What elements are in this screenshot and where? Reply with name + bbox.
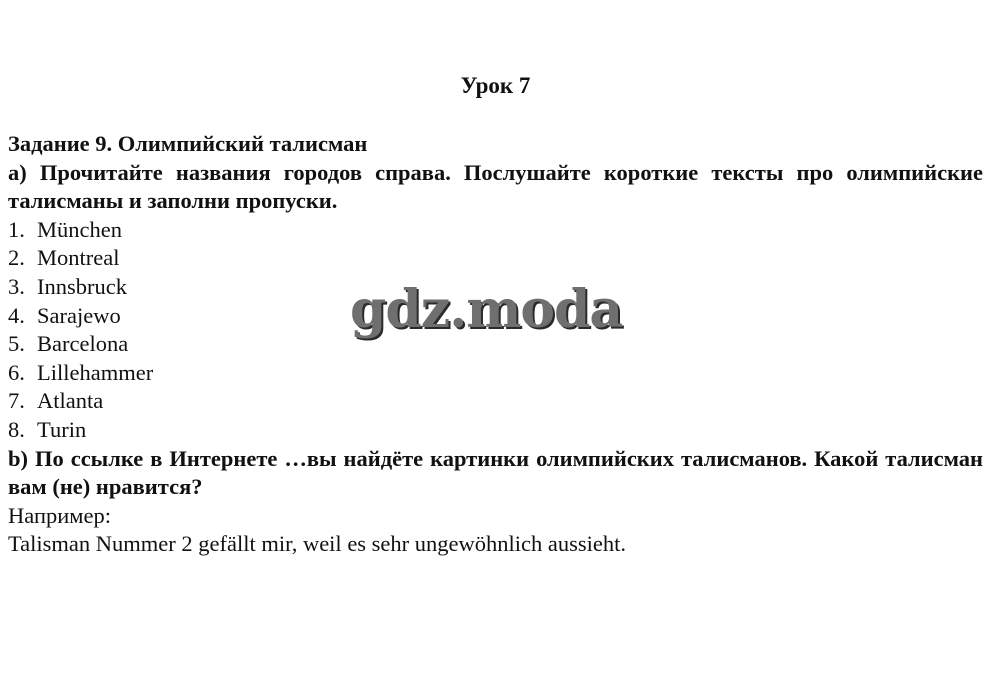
city-name: Innsbruck bbox=[37, 273, 127, 299]
city-name: Sarajewo bbox=[37, 302, 121, 328]
task-part-b: b) По ссылке в Интернете …вы найдёте картинки олимпийских талисманов. Какой талисман вам (не) нравится? bbox=[8, 445, 983, 500]
city-list-item bbox=[8, 387, 983, 416]
example-text: Talisman Nummer 2 gefällt mir, weil es sehr ungewöhnlich aussieht. bbox=[8, 531, 627, 557]
city-number: 8. bbox=[8, 416, 25, 442]
city-list-item bbox=[8, 359, 983, 388]
city-number: 5. bbox=[8, 331, 25, 357]
watermark-logo: gdz.moda bbox=[350, 279, 623, 340]
city-name: Barcelona bbox=[37, 331, 129, 357]
lesson-title: Урок 7 bbox=[460, 73, 531, 98]
city-list-item bbox=[8, 244, 983, 273]
task-part-a: а) Прочитайте названия городов справа. Послушайте короткие тексты про олимпийские талисманы и заполни пропуски. bbox=[8, 159, 983, 214]
city-name: Atlanta bbox=[37, 388, 104, 414]
city-name: Montreal bbox=[37, 245, 120, 271]
city-number: 1. bbox=[8, 216, 25, 242]
city-number: 7. bbox=[8, 388, 25, 414]
city-number: 6. bbox=[8, 359, 25, 385]
city-number: 4. bbox=[8, 302, 25, 328]
city-list-item bbox=[8, 216, 983, 245]
example-label: Например: bbox=[8, 502, 111, 528]
city-number: 3. bbox=[8, 273, 25, 299]
task-title: Задание 9. Олимпийский талисман bbox=[8, 131, 368, 156]
city-name: Turin bbox=[37, 416, 87, 442]
task-content bbox=[8, 130, 983, 559]
city-name: München bbox=[37, 216, 122, 242]
city-name: Lillehammer bbox=[37, 359, 154, 385]
city-list-item bbox=[8, 416, 983, 445]
city-number: 2. bbox=[8, 245, 25, 271]
